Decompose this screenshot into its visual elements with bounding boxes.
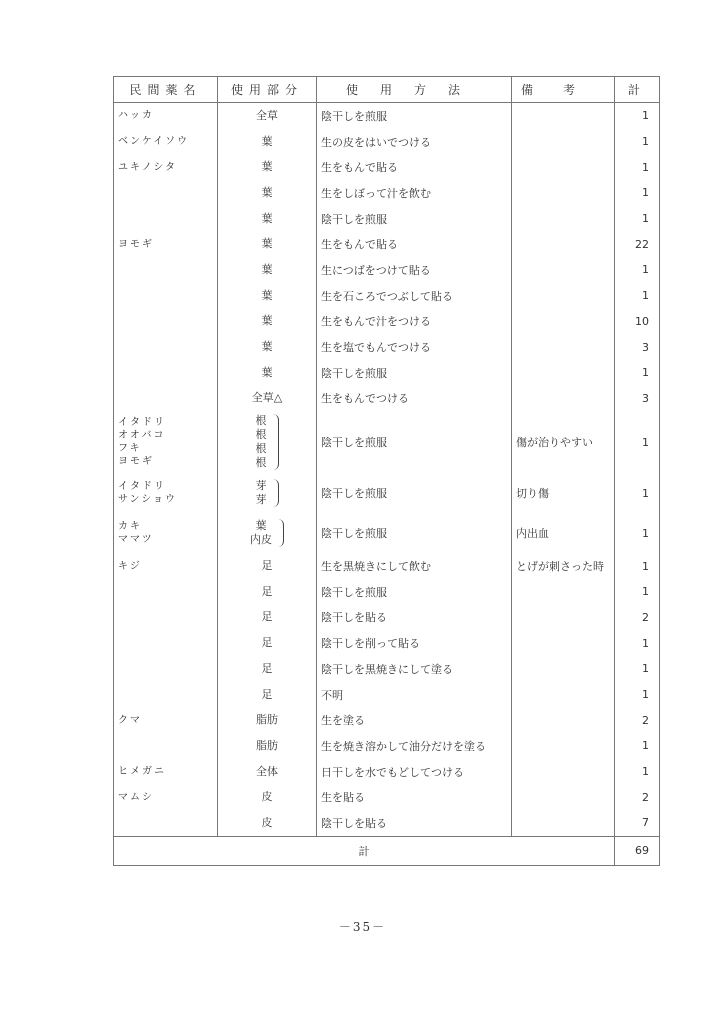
part-text: 根	[255, 456, 267, 470]
note-cell	[512, 360, 615, 386]
remedy-name-cell	[114, 154, 218, 180]
table-row	[114, 309, 660, 335]
table-row	[114, 784, 660, 810]
part-cell	[218, 630, 317, 656]
remedy-name-cell	[114, 386, 218, 412]
table-row	[114, 180, 660, 206]
part-text: 全草△	[251, 391, 283, 405]
table-row	[114, 231, 660, 257]
remedy-name: ヒメガニ	[118, 766, 166, 778]
remedy-name-cell	[114, 630, 218, 656]
count-cell: 1	[615, 257, 660, 283]
part-lines	[262, 289, 273, 303]
note-cell	[512, 154, 615, 180]
remedy-name-cell	[114, 129, 218, 155]
part-lines	[262, 816, 273, 830]
remedy-name-cell	[114, 231, 218, 257]
note-cell	[512, 386, 615, 412]
note-cell	[512, 283, 615, 309]
remedy-name-cell	[114, 283, 218, 309]
brace-mark	[273, 414, 279, 470]
remedy-name-cell	[114, 733, 218, 759]
part-lines	[262, 263, 273, 277]
part-lines	[262, 662, 273, 676]
part-text: 全体	[256, 764, 278, 778]
method-cell: 陰干しを削って貼る	[317, 630, 512, 656]
remedy-name: ベンケイソウ	[118, 136, 190, 148]
part-lines	[250, 519, 272, 547]
count-cell: 3	[615, 334, 660, 360]
part-cell	[218, 334, 317, 360]
method-cell: 生につばをつけて貼る	[317, 257, 512, 283]
table-row	[114, 579, 660, 605]
count-cell: 1	[615, 682, 660, 708]
method-cell: 生を塗る	[317, 707, 512, 733]
table-row	[114, 656, 660, 682]
count-cell: 22	[615, 231, 660, 257]
part-cell	[218, 682, 317, 708]
remedy-name-cell	[114, 656, 218, 682]
note-cell: とげが刺さった時	[512, 553, 615, 579]
note-cell	[512, 206, 615, 232]
count-cell: 3	[615, 386, 660, 412]
part-text: 葉	[261, 288, 273, 302]
table-row	[114, 759, 660, 785]
table-body	[114, 103, 660, 837]
method-cell: 生をもんでつける	[317, 386, 512, 412]
method-cell: 陰干しを煎服	[317, 206, 512, 232]
header-count: 計	[615, 77, 660, 103]
part-text: 葉	[255, 519, 267, 533]
note-cell	[512, 630, 615, 656]
part-cell	[218, 605, 317, 631]
note-cell: 切り傷	[512, 473, 615, 513]
part-text: 全草	[256, 108, 278, 122]
remedy-name-cell	[114, 309, 218, 335]
method-cell: 生をもんで汁をつける	[317, 309, 512, 335]
table-row	[114, 386, 660, 412]
table-row	[114, 707, 660, 733]
remedy-name-cell	[114, 784, 218, 810]
note-cell	[512, 257, 615, 283]
part-lines	[262, 135, 273, 149]
brace-mark	[273, 479, 279, 507]
part-cell	[218, 129, 317, 155]
part-cell	[218, 513, 317, 553]
remedy-name: イタドリ	[118, 481, 166, 493]
count-cell: 2	[615, 784, 660, 810]
count-cell: 2	[615, 605, 660, 631]
part-lines	[262, 314, 273, 328]
table-row	[114, 257, 660, 283]
remedy-name-cell	[114, 810, 218, 836]
count-cell: 1	[615, 733, 660, 759]
part-lines	[256, 109, 278, 123]
brace-mark	[278, 519, 284, 547]
remedy-name: ヨモギ	[118, 238, 154, 250]
remedy-name: ハッカ	[118, 110, 154, 122]
part-cell	[218, 733, 317, 759]
remedy-name-cell	[114, 180, 218, 206]
part-text: 葉	[261, 262, 273, 276]
part-lines	[262, 559, 273, 573]
method-cell: 日干しを水でもどしてつける	[317, 759, 512, 785]
part-lines	[262, 688, 273, 702]
remedy-name-cell	[114, 103, 218, 129]
part-text: 脂肪	[256, 713, 278, 727]
part-text: 足	[261, 636, 273, 650]
part-text: 内皮	[250, 533, 272, 547]
total-row	[114, 836, 660, 865]
part-text: 足	[261, 661, 273, 675]
remedy-name-cell	[114, 579, 218, 605]
part-text: 皮	[261, 815, 273, 829]
part-text: 芽	[255, 479, 267, 493]
part-cell	[218, 257, 317, 283]
part-text: 芽	[255, 493, 267, 507]
count-cell: 7	[615, 810, 660, 836]
remedy-name: マムシ	[118, 791, 154, 803]
count-cell: 1	[615, 759, 660, 785]
count-cell: 1	[615, 411, 660, 473]
table-header-row	[114, 77, 660, 103]
table-row	[114, 553, 660, 579]
part-lines	[262, 585, 273, 599]
part-text: 脂肪	[256, 738, 278, 752]
remedy-name-cell	[114, 553, 218, 579]
part-cell	[218, 386, 317, 412]
part-lines	[262, 160, 273, 174]
table-row	[114, 360, 660, 386]
part-cell	[218, 154, 317, 180]
part-lines	[256, 765, 278, 779]
part-lines	[262, 790, 273, 804]
remedy-name: ママツ	[118, 534, 154, 546]
count-cell: 1	[615, 283, 660, 309]
remedy-name-cell	[114, 360, 218, 386]
method-cell: 陰干しを煎服	[317, 411, 512, 473]
header-part: 使用部分	[218, 77, 317, 103]
total-count: 69	[615, 836, 660, 865]
part-lines	[262, 610, 273, 624]
count-cell: 1	[615, 129, 660, 155]
part-text: 葉	[261, 237, 273, 251]
part-cell	[218, 180, 317, 206]
part-lines	[256, 414, 267, 470]
note-cell	[512, 579, 615, 605]
count-cell: 1	[615, 579, 660, 605]
page-number: －35－	[338, 920, 387, 934]
method-cell: 生をしぼって汁を飲む	[317, 180, 512, 206]
part-cell	[218, 309, 317, 335]
part-text: 葉	[261, 314, 273, 328]
table-row	[114, 605, 660, 631]
part-lines	[262, 237, 273, 251]
table-row	[114, 411, 660, 473]
part-lines	[256, 479, 267, 507]
note-cell	[512, 707, 615, 733]
part-cell	[218, 103, 317, 129]
method-cell: 生を塩でもんでつける	[317, 334, 512, 360]
part-text: 葉	[261, 340, 273, 354]
part-text: 根	[255, 414, 267, 428]
remedy-name: イタドリ	[118, 417, 166, 429]
method-cell: 陰干しを煎服	[317, 360, 512, 386]
part-cell	[218, 411, 317, 473]
method-cell: 生をもんで貼る	[317, 154, 512, 180]
part-text: 葉	[261, 211, 273, 225]
part-cell	[218, 810, 317, 836]
method-cell: 生を石ころでつぶして貼る	[317, 283, 512, 309]
count-cell: 1	[615, 154, 660, 180]
part-text: 葉	[261, 134, 273, 148]
remedy-name-cell	[114, 513, 218, 553]
part-lines	[262, 636, 273, 650]
remedy-name: オオバコ	[118, 430, 166, 442]
note-cell	[512, 231, 615, 257]
header-note: 備考	[512, 77, 615, 103]
part-cell	[218, 283, 317, 309]
remedy-name-cell	[114, 411, 218, 473]
table-row	[114, 129, 660, 155]
part-cell	[218, 231, 317, 257]
part-cell	[218, 579, 317, 605]
note-cell	[512, 759, 615, 785]
remedy-name-cell	[114, 759, 218, 785]
part-cell	[218, 360, 317, 386]
part-text: 足	[261, 584, 273, 598]
method-cell: 陰干しを貼る	[317, 810, 512, 836]
table-row	[114, 630, 660, 656]
method-cell: 陰干しを黒焼きにして塗る	[317, 656, 512, 682]
method-cell: 生を焼き溶かして油分だけを塗る	[317, 733, 512, 759]
part-cell	[218, 206, 317, 232]
remedy-name: クマ	[118, 714, 142, 726]
remedy-name-cell	[114, 682, 218, 708]
table-row	[114, 103, 660, 129]
method-cell: 陰干しを貼る	[317, 605, 512, 631]
header-name: 民間薬名	[114, 77, 218, 103]
count-cell: 1	[615, 180, 660, 206]
note-cell	[512, 682, 615, 708]
part-lines	[262, 340, 273, 354]
note-cell	[512, 129, 615, 155]
remedy-name-cell	[114, 605, 218, 631]
remedy-name: ヨモギ	[118, 456, 154, 468]
table-row	[114, 682, 660, 708]
count-cell: 1	[615, 473, 660, 513]
table-row	[114, 206, 660, 232]
remedy-name-cell	[114, 473, 218, 513]
note-cell	[512, 334, 615, 360]
count-cell: 10	[615, 309, 660, 335]
count-cell: 1	[615, 553, 660, 579]
note-cell	[512, 810, 615, 836]
note-cell	[512, 733, 615, 759]
method-cell: 陰干しを煎服	[317, 473, 512, 513]
part-lines	[256, 713, 278, 727]
part-text: 葉	[261, 160, 273, 174]
part-lines	[262, 366, 273, 380]
count-cell: 1	[615, 360, 660, 386]
part-lines	[252, 391, 282, 405]
part-text: 葉	[261, 365, 273, 379]
table-row	[114, 334, 660, 360]
note-cell: 傷が治りやすい	[512, 411, 615, 473]
total-label: 計	[114, 836, 615, 865]
note-cell	[512, 656, 615, 682]
part-lines	[262, 212, 273, 226]
remedy-name: フキ	[118, 443, 142, 455]
remedy-name: サンショウ	[118, 494, 178, 506]
remedy-name: ユキノシタ	[118, 161, 177, 173]
part-cell	[218, 656, 317, 682]
method-cell: 生の皮をはいでつける	[317, 129, 512, 155]
remedy-name-cell	[114, 257, 218, 283]
note-cell: 内出血	[512, 513, 615, 553]
method-cell: 不明	[317, 682, 512, 708]
method-cell: 陰干しを煎服	[317, 579, 512, 605]
method-cell: 生を貼る	[317, 784, 512, 810]
method-cell: 生を黒焼きにして飲む	[317, 553, 512, 579]
note-cell	[512, 605, 615, 631]
table-row	[114, 733, 660, 759]
remedy-name-cell	[114, 334, 218, 360]
part-text: 根	[255, 442, 267, 456]
note-cell	[512, 103, 615, 129]
herbal-remedy-table	[113, 76, 660, 866]
part-text: 葉	[261, 185, 273, 199]
count-cell: 1	[615, 103, 660, 129]
header-method: 使用方法	[317, 77, 512, 103]
count-cell: 2	[615, 707, 660, 733]
table-row	[114, 473, 660, 513]
remedy-name-cell	[114, 206, 218, 232]
method-cell: 生をもんで貼る	[317, 231, 512, 257]
part-cell	[218, 759, 317, 785]
part-text: 皮	[261, 790, 273, 804]
part-lines	[256, 739, 278, 753]
count-cell: 1	[615, 513, 660, 553]
part-cell	[218, 553, 317, 579]
table-row	[114, 513, 660, 553]
part-text: 根	[255, 428, 267, 442]
remedy-name-cell	[114, 707, 218, 733]
note-cell	[512, 309, 615, 335]
count-cell: 1	[615, 630, 660, 656]
method-cell: 陰干しを煎服	[317, 103, 512, 129]
note-cell	[512, 180, 615, 206]
table-row	[114, 283, 660, 309]
note-cell	[512, 784, 615, 810]
method-cell: 陰干しを煎服	[317, 513, 512, 553]
part-text: 足	[261, 610, 273, 624]
count-cell: 1	[615, 656, 660, 682]
table-row	[114, 810, 660, 836]
remedy-name: カキ	[118, 521, 142, 533]
table-row	[114, 154, 660, 180]
count-cell: 1	[615, 206, 660, 232]
part-cell	[218, 473, 317, 513]
part-lines	[262, 186, 273, 200]
part-text: 足	[261, 559, 273, 573]
remedy-name: キジ	[118, 560, 142, 572]
part-text: 足	[261, 687, 273, 701]
part-cell	[218, 707, 317, 733]
part-cell	[218, 784, 317, 810]
